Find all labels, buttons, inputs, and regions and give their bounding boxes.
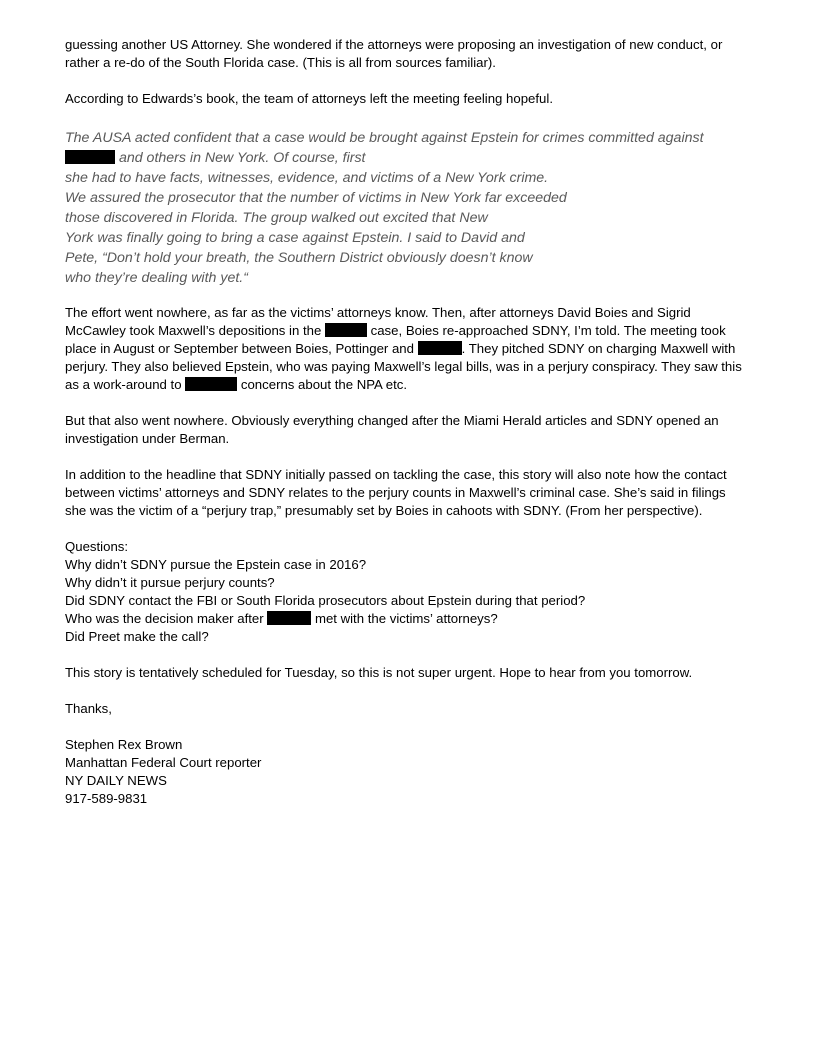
- signature-title: Manhattan Federal Court reporter: [65, 755, 262, 770]
- signature-name: Stephen Rex Brown: [65, 737, 183, 752]
- redaction-block: [418, 341, 462, 355]
- redaction-block: [325, 323, 367, 337]
- question-4-text-a: Who was the decision maker after: [65, 611, 268, 626]
- questions-heading: Questions:: [65, 539, 129, 554]
- paragraph-3-line-3-text-b: . They pitched SDNY on charging Maxwell with: [461, 341, 736, 356]
- paragraph-5-line-2: between victims’ attorneys and SDNY relates to the perjury counts in Maxwell’s criminal case. She’s said in filings: [65, 485, 726, 500]
- paragraph-2: According to Edwards’s book, the team of attorneys left the meeting feeling hopeful.: [65, 91, 553, 106]
- paragraph-3-line-5: [65, 376, 407, 394]
- redaction-block: [267, 611, 311, 625]
- quote-line-2-text: and others in New York. Of course, first: [115, 150, 366, 166]
- quote-line-2: [65, 148, 366, 168]
- paragraph-4-line-2: investigation under Berman.: [65, 431, 230, 446]
- paragraph-3-line-3: [65, 340, 735, 358]
- closing: Thanks,: [65, 701, 112, 716]
- paragraph-5-line-1: In addition to the headline that SDNY initially passed on tackling the case, this story will also note how the contact: [65, 467, 727, 482]
- question-4-text-b: met with the victims’ attorneys?: [311, 611, 498, 626]
- signature-org: NY DAILY NEWS: [65, 773, 167, 788]
- question-4: [65, 610, 498, 628]
- paragraph-6: This story is tentatively scheduled for Tuesday, so this is not super urgent. Hope to hear from you tomorrow.: [65, 665, 693, 680]
- paragraph-1-line-1: guessing another US Attorney. She wondered if the attorneys were proposing an investigation of new conduct, or: [65, 37, 723, 52]
- question-5: Did Preet make the call?: [65, 629, 209, 644]
- quote-line-4: We assured the prosecutor that the number of victims in New York far exceeded: [65, 190, 567, 206]
- quote-line-8: who they’re dealing with yet.“: [65, 270, 248, 286]
- question-2: Why didn’t it pursue perjury counts?: [65, 575, 275, 590]
- question-1: Why didn’t SDNY pursue the Epstein case in 2016?: [65, 557, 367, 572]
- paragraph-3-line-5-text-b: concerns about the NPA etc.: [237, 377, 408, 392]
- quote-line-3: she had to have facts, witnesses, evidence, and victims of a New York crime.: [65, 170, 549, 186]
- paragraph-1-line-2: rather a re-do of the South Florida case. (This is all from sources familiar).: [65, 55, 496, 70]
- paragraph-3-line-1: The effort went nowhere, as far as the victims’ attorneys know. Then, after attorneys David Boies and Sigrid: [65, 305, 691, 320]
- paragraph-4-line-1: But that also went nowhere. Obviously everything changed after the Miami Herald articles and SDNY opened an: [65, 413, 719, 428]
- paragraph-3-line-2-text-a: McCawley took Maxwell’s depositions in the: [65, 323, 325, 338]
- quote-line-5: those discovered in Florida. The group walked out excited that New: [65, 210, 488, 226]
- paragraph-5-line-3: she was the victim of a “perjury trap,” presumably set by Boies in cahoots with SDNY. (From her perspective).: [65, 503, 703, 518]
- quote-line-1: The AUSA acted confident that a case would be brought against Epstein for crimes committed against: [65, 130, 704, 146]
- quote-line-7: Pete, “Don’t hold your breath, the Southern District obviously doesn’t know: [65, 250, 533, 266]
- redaction-block: [185, 377, 237, 391]
- paragraph-3-line-2-text-b: case, Boies re-approached SDNY, I’m told. The meeting took: [366, 323, 726, 338]
- paragraph-3-line-3-text-a: place in August or September between Boies, Pottinger and: [65, 341, 418, 356]
- redaction-block: [65, 150, 115, 164]
- question-3: Did SDNY contact the FBI or South Florida prosecutors about Epstein during that period?: [65, 593, 586, 608]
- paragraph-3-line-5-text-a: as a work-around to: [65, 377, 186, 392]
- quote-line-6: York was finally going to bring a case against Epstein. I said to David and: [65, 230, 525, 246]
- paragraph-3-line-2: [65, 322, 726, 340]
- paragraph-3-line-4: perjury. They also believed Epstein, who was paying Maxwell’s legal bills, was in a perjury conspiracy. They saw this: [65, 359, 742, 374]
- signature-phone: 917-589-9831: [65, 791, 148, 806]
